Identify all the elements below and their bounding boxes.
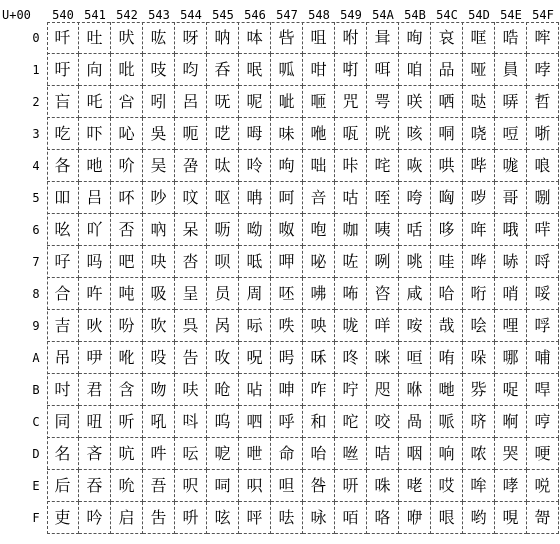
glyph-cell: 哅 xyxy=(431,182,463,214)
glyph-cell: 哊 xyxy=(431,342,463,374)
glyph-cell: 吒 xyxy=(79,86,111,118)
glyph-cell: 哗 xyxy=(463,246,495,278)
glyph-cell: 呝 xyxy=(207,438,239,470)
glyph-cell: 吋 xyxy=(47,374,79,406)
row-header: 3 xyxy=(32,127,40,141)
glyph-cell: 吧 xyxy=(111,246,143,278)
glyph-cell: 呫 xyxy=(239,374,271,406)
row-header: 8 xyxy=(32,287,40,301)
glyph-cell: 吸 xyxy=(143,278,175,310)
glyph-cell: 哾 xyxy=(527,470,559,502)
glyph-cell: 哮 xyxy=(495,470,527,502)
column-header: 547 xyxy=(276,8,298,22)
glyph-cell: 哠 xyxy=(495,22,527,54)
column-header: 543 xyxy=(148,8,170,22)
glyph-cell: 吟 xyxy=(79,502,111,534)
glyph-cell: 咂 xyxy=(303,86,335,118)
glyph-cell: 哣 xyxy=(495,118,527,150)
glyph-cell: 呗 xyxy=(207,246,239,278)
glyph-cell: 呿 xyxy=(271,502,303,534)
glyph-cell: 哹 xyxy=(527,310,559,342)
glyph-cell: 哵 xyxy=(527,182,559,214)
glyph-cell: 哷 xyxy=(527,246,559,278)
glyph-cell: 咻 xyxy=(399,374,431,406)
glyph-cell: 吢 xyxy=(111,86,143,118)
glyph-cell: 哥 xyxy=(495,182,527,214)
glyph-cell: 吕 xyxy=(79,182,111,214)
glyph-cell: 吓 xyxy=(79,118,111,150)
glyph-cell: 呍 xyxy=(175,438,207,470)
glyph-cell: 哩 xyxy=(495,310,527,342)
column-header: 544 xyxy=(180,8,202,22)
row-header: D xyxy=(32,447,40,461)
glyph-cell: 吅 xyxy=(47,182,79,214)
glyph-cell: 吙 xyxy=(79,310,111,342)
glyph-cell: 吴 xyxy=(143,150,175,182)
glyph-cell: 吶 xyxy=(143,214,175,246)
glyph-cell: 哀 xyxy=(431,22,463,54)
glyph-cell: 呀 xyxy=(175,22,207,54)
glyph-cell: 吊 xyxy=(47,342,79,374)
glyph-cell: 咫 xyxy=(367,374,399,406)
glyph-cell: 咮 xyxy=(367,470,399,502)
glyph-cell: 咴 xyxy=(399,150,431,182)
glyph-cell: 咖 xyxy=(335,214,367,246)
glyph-cell: 呈 xyxy=(175,278,207,310)
glyph-cell: 咔 xyxy=(335,150,367,182)
glyph-cell: 呲 xyxy=(271,86,303,118)
glyph-cell: 周 xyxy=(239,278,271,310)
glyph-cell: 品 xyxy=(431,54,463,86)
glyph-cell: 哎 xyxy=(431,470,463,502)
glyph-cell: 咾 xyxy=(399,470,431,502)
glyph-cell: 哪 xyxy=(495,342,527,374)
glyph-cell: 吣 xyxy=(111,118,143,150)
glyph-cell: 哲 xyxy=(527,86,559,118)
glyph-cell: 吭 xyxy=(111,438,143,470)
glyph-cell: 咈 xyxy=(303,278,335,310)
glyph-cell: 哖 xyxy=(463,214,495,246)
column-header: 54A xyxy=(372,8,394,22)
column-header: 549 xyxy=(340,8,362,22)
glyph-cell: 咚 xyxy=(335,342,367,374)
glyph-cell: 哇 xyxy=(431,246,463,278)
glyph-cell: 哤 xyxy=(495,150,527,182)
glyph-cell: 呖 xyxy=(207,214,239,246)
row-header: 1 xyxy=(32,63,40,77)
glyph-cell: 呶 xyxy=(271,214,303,246)
glyph-cell: 哯 xyxy=(495,502,527,534)
glyph-cell: 呙 xyxy=(207,310,239,342)
glyph-cell: 哕 xyxy=(463,182,495,214)
glyph-cell: 咑 xyxy=(335,54,367,86)
glyph-cell: 呏 xyxy=(175,502,207,534)
glyph-cell: 咓 xyxy=(335,118,367,150)
glyph-cell: 呻 xyxy=(271,374,303,406)
glyph-cell: 咙 xyxy=(335,310,367,342)
glyph-cell: 呥 xyxy=(239,182,271,214)
glyph-cell: 吱 xyxy=(143,54,175,86)
glyph-cell: 呛 xyxy=(207,374,239,406)
glyph-cell: 呌 xyxy=(175,406,207,438)
glyph-cell: 哻 xyxy=(527,374,559,406)
glyph-cell: 咼 xyxy=(399,406,431,438)
glyph-cell: 吇 xyxy=(47,246,79,278)
glyph-cell: 呠 xyxy=(239,22,271,54)
column-header: 54E xyxy=(500,8,522,22)
glyph-cell: 后 xyxy=(47,470,79,502)
glyph-cell: 哸 xyxy=(527,278,559,310)
glyph-cell: 呎 xyxy=(175,470,207,502)
glyph-cell: 各 xyxy=(47,150,79,182)
glyph-cell: 哞 xyxy=(463,470,495,502)
glyph-cell: 哧 xyxy=(495,246,527,278)
glyph-cell: 哓 xyxy=(463,118,495,150)
glyph-cell: 响 xyxy=(431,438,463,470)
glyph-cell: 吿 xyxy=(143,502,175,534)
glyph-cell: 呆 xyxy=(175,214,207,246)
glyph-cell: 員 xyxy=(495,54,527,86)
glyph-cell: 咨 xyxy=(367,278,399,310)
glyph-cell: 咿 xyxy=(399,502,431,534)
glyph-cell: 哶 xyxy=(527,214,559,246)
glyph-cell: 呭 xyxy=(239,438,271,470)
glyph-cell: 呾 xyxy=(271,470,303,502)
glyph-cell: 吺 xyxy=(143,342,175,374)
glyph-cell: 呑 xyxy=(207,54,239,86)
glyph-cell: 咟 xyxy=(335,502,367,534)
glyph-cell: 咕 xyxy=(335,182,367,214)
glyph-cell: 吡 xyxy=(111,54,143,86)
glyph-cell: 咘 xyxy=(335,278,367,310)
glyph-cell: 哢 xyxy=(495,86,527,118)
glyph-cell: 咁 xyxy=(303,54,335,86)
glyph-cell: 咇 xyxy=(303,246,335,278)
glyph-cell: 听 xyxy=(111,406,143,438)
row-header: 4 xyxy=(32,159,40,173)
glyph-cell: 哫 xyxy=(495,374,527,406)
row-header: A xyxy=(32,351,40,365)
glyph-cell: 呧 xyxy=(239,246,271,278)
glyph-cell: 哨 xyxy=(495,278,527,310)
glyph-cell: 哦 xyxy=(495,214,527,246)
glyph-cell: 吗 xyxy=(79,246,111,278)
glyph-cell: 呃 xyxy=(175,118,207,150)
glyph-cell: 告 xyxy=(175,342,207,374)
glyph-cell: 吰 xyxy=(143,22,175,54)
glyph-cell: 哺 xyxy=(527,342,559,374)
glyph-cell: 咱 xyxy=(399,54,431,86)
glyph-cell: 呷 xyxy=(271,246,303,278)
glyph-cell: 呦 xyxy=(239,214,271,246)
column-header: 54C xyxy=(436,8,458,22)
glyph-cell: 呁 xyxy=(175,54,207,86)
glyph-cell: 呇 xyxy=(175,246,207,278)
row-header: E xyxy=(32,479,40,493)
glyph-cell: 呒 xyxy=(207,86,239,118)
row-header: 5 xyxy=(32,191,40,205)
column-header: 541 xyxy=(84,8,106,22)
glyph-cell: 吖 xyxy=(79,214,111,246)
glyph-cell: 哙 xyxy=(463,310,495,342)
glyph-cell: 咵 xyxy=(399,182,431,214)
glyph-cell: 吽 xyxy=(143,438,175,470)
glyph-cell: 呂 xyxy=(175,86,207,118)
glyph-cell: 咅 xyxy=(303,182,335,214)
glyph-cell: 咽 xyxy=(399,438,431,470)
glyph-cell: 咍 xyxy=(303,438,335,470)
glyph-cell: 咆 xyxy=(303,214,335,246)
glyph-cell: 咷 xyxy=(399,246,431,278)
glyph-cell: 咧 xyxy=(367,246,399,278)
glyph-cell: 哬 xyxy=(495,406,527,438)
glyph-cell: 呬 xyxy=(239,406,271,438)
glyph-cell: 咎 xyxy=(303,470,335,502)
glyph-cell: 咋 xyxy=(303,374,335,406)
glyph-cell: 呋 xyxy=(175,374,207,406)
glyph-cell: 哏 xyxy=(431,502,463,534)
glyph-cell: 呣 xyxy=(239,118,271,150)
glyph-cell: 哭 xyxy=(495,438,527,470)
glyph-cell: 吷 xyxy=(143,246,175,278)
glyph-cell: 呺 xyxy=(271,342,303,374)
glyph-cell: 否 xyxy=(111,214,143,246)
glyph-cell: 哑 xyxy=(463,54,495,86)
glyph-cell: 吁 xyxy=(47,54,79,86)
glyph-cell: 吀 xyxy=(47,22,79,54)
glyph-cell: 咉 xyxy=(303,310,335,342)
glyph-cell: 咯 xyxy=(367,502,399,534)
glyph-cell: 哄 xyxy=(431,150,463,182)
glyph-cell: 呱 xyxy=(271,54,303,86)
glyph-cell: 咝 xyxy=(335,438,367,470)
glyph-cell: 哔 xyxy=(463,150,495,182)
glyph-cell: 哽 xyxy=(527,438,559,470)
glyph-cell: 吞 xyxy=(79,470,111,502)
glyph-cell: 哼 xyxy=(527,406,559,438)
glyph-cell: 哂 xyxy=(431,86,463,118)
glyph-cell: 呮 xyxy=(239,470,271,502)
glyph-cell: 吤 xyxy=(111,150,143,182)
glyph-cell: 哿 xyxy=(527,502,559,534)
glyph-cell: 咢 xyxy=(367,86,399,118)
code-point-prefix-label: U+00 xyxy=(2,8,31,22)
glyph-cell: 吝 xyxy=(79,438,111,470)
glyph-cell: 咩 xyxy=(367,310,399,342)
row-header: 7 xyxy=(32,255,40,269)
row-header: 2 xyxy=(32,95,40,109)
glyph-cell: 咥 xyxy=(367,182,399,214)
glyph-cell: 含 xyxy=(111,374,143,406)
glyph-cell: 命 xyxy=(271,438,303,470)
glyph-cell: 咞 xyxy=(335,470,367,502)
glyph-cell: 哰 xyxy=(527,22,559,54)
row-header: C xyxy=(32,415,40,429)
glyph-cell: 吠 xyxy=(111,22,143,54)
glyph-cell: 吵 xyxy=(143,182,175,214)
glyph-cell: 咦 xyxy=(367,214,399,246)
glyph-cell: 呓 xyxy=(207,118,239,150)
glyph-cell: 呟 xyxy=(207,502,239,534)
glyph-cell: 吂 xyxy=(47,86,79,118)
glyph-cell: 咄 xyxy=(303,150,335,182)
glyph-cell: 合 xyxy=(47,278,79,310)
glyph-cell: 吼 xyxy=(143,406,175,438)
glyph-cell: 吻 xyxy=(143,374,175,406)
glyph-cell: 哟 xyxy=(463,502,495,534)
glyph-cell: 呔 xyxy=(207,150,239,182)
glyph-cell: 哳 xyxy=(527,118,559,150)
glyph-cell: 吪 xyxy=(111,342,143,374)
column-header: 548 xyxy=(308,8,330,22)
glyph-cell: 同 xyxy=(47,406,79,438)
glyph-cell: 吹 xyxy=(143,310,175,342)
glyph-cell: 吳 xyxy=(143,118,175,150)
glyph-cell: 咏 xyxy=(303,502,335,534)
column-header: 546 xyxy=(244,8,266,22)
glyph-cell: 呞 xyxy=(207,470,239,502)
row-header: 9 xyxy=(32,319,40,333)
column-header: 542 xyxy=(116,8,138,22)
glyph-cell: 呪 xyxy=(239,342,271,374)
column-header: 545 xyxy=(212,8,234,22)
glyph-cell: 咀 xyxy=(303,22,335,54)
glyph-cell: 哛 xyxy=(463,374,495,406)
glyph-cell: 呴 xyxy=(271,150,303,182)
glyph-cell: 咸 xyxy=(399,278,431,310)
glyph-cell: 咒 xyxy=(335,86,367,118)
glyph-cell: 吃 xyxy=(47,118,79,150)
glyph-cell: 咗 xyxy=(335,246,367,278)
row-header: 0 xyxy=(32,31,40,45)
glyph-cell: 呚 xyxy=(207,342,239,374)
glyph-cell: 哜 xyxy=(463,406,495,438)
glyph-cell: 吘 xyxy=(79,278,111,310)
glyph-cell: 哚 xyxy=(463,342,495,374)
glyph-cell: 呉 xyxy=(175,310,207,342)
glyph-cell: 哐 xyxy=(463,22,495,54)
glyph-cell: 呢 xyxy=(239,86,271,118)
glyph-cell: 味 xyxy=(271,118,303,150)
glyph-cell: 君 xyxy=(79,374,111,406)
glyph-cell: 呹 xyxy=(271,310,303,342)
row-header: B xyxy=(32,383,40,397)
glyph-cell: 哱 xyxy=(527,54,559,86)
column-header: 54F xyxy=(532,8,554,22)
glyph-cell: 咡 xyxy=(367,54,399,86)
glyph-cell: 呵 xyxy=(271,182,303,214)
glyph-cell: 咲 xyxy=(399,86,431,118)
column-header: 54D xyxy=(468,8,490,22)
glyph-cell: 咊 xyxy=(303,342,335,374)
glyph-cell: 哋 xyxy=(431,374,463,406)
glyph-cell: 咳 xyxy=(399,118,431,150)
glyph-cell: 咤 xyxy=(367,150,399,182)
glyph-cell: 呕 xyxy=(207,182,239,214)
glyph-cell: 咃 xyxy=(303,118,335,150)
glyph-cell: 吮 xyxy=(111,470,143,502)
glyph-cell: 吉 xyxy=(47,310,79,342)
glyph-cell: 咺 xyxy=(399,342,431,374)
row-header: F xyxy=(32,511,40,525)
glyph-cell: 咶 xyxy=(399,214,431,246)
glyph-cell: 哉 xyxy=(431,310,463,342)
glyph-cell: 吥 xyxy=(111,182,143,214)
column-header: 540 xyxy=(52,8,74,22)
glyph-cell: 吲 xyxy=(143,86,175,118)
glyph-cell: 呯 xyxy=(239,502,271,534)
glyph-cell: 向 xyxy=(79,54,111,86)
glyph-cell: 咠 xyxy=(367,22,399,54)
glyph-cell: 呤 xyxy=(239,150,271,182)
glyph-cell: 吨 xyxy=(111,278,143,310)
glyph-cell: 吆 xyxy=(47,214,79,246)
glyph-cell: 启 xyxy=(111,502,143,534)
glyph-cell: 咪 xyxy=(367,342,399,374)
glyph-cell: 哒 xyxy=(463,86,495,118)
glyph-cell: 名 xyxy=(47,438,79,470)
glyph-cell: 哝 xyxy=(463,438,495,470)
glyph-cell: 呄 xyxy=(175,150,207,182)
glyph-cell: 哴 xyxy=(527,150,559,182)
glyph-cell: 吜 xyxy=(79,406,111,438)
glyph-cell: 咜 xyxy=(335,406,367,438)
column-header: 54B xyxy=(404,8,426,22)
glyph-cell: 咬 xyxy=(367,406,399,438)
glyph-cell: 咭 xyxy=(367,438,399,470)
glyph-cell: 呅 xyxy=(175,182,207,214)
glyph-cell: 哆 xyxy=(431,214,463,246)
glyph-cell: 呜 xyxy=(207,406,239,438)
glyph-cell: 哈 xyxy=(431,278,463,310)
glyph-cell: 咣 xyxy=(367,118,399,150)
glyph-cell: 呼 xyxy=(271,406,303,438)
glyph-cell: 呩 xyxy=(239,310,271,342)
glyph-cell: 吾 xyxy=(143,470,175,502)
glyph-cell: 哌 xyxy=(431,406,463,438)
glyph-cell: 吐 xyxy=(79,22,111,54)
glyph-cell: 咛 xyxy=(335,374,367,406)
glyph-cell: 咐 xyxy=(335,22,367,54)
glyph-cell: 呰 xyxy=(271,22,303,54)
glyph-cell: 呸 xyxy=(271,278,303,310)
glyph-cell: 吚 xyxy=(79,342,111,374)
glyph-cell: 吏 xyxy=(47,502,79,534)
glyph-cell: 员 xyxy=(207,278,239,310)
glyph-cell: 吩 xyxy=(111,310,143,342)
glyph-cell: 咹 xyxy=(399,310,431,342)
glyph-cell: 呡 xyxy=(239,54,271,86)
glyph-cell: 和 xyxy=(303,406,335,438)
row-header: 6 xyxy=(32,223,40,237)
glyph-cell: 哘 xyxy=(463,278,495,310)
glyph-cell: 呐 xyxy=(207,22,239,54)
glyph-cell: 哃 xyxy=(431,118,463,150)
glyph-cell: 吔 xyxy=(79,150,111,182)
glyph-grid xyxy=(47,22,559,534)
glyph-cell: 咰 xyxy=(399,22,431,54)
